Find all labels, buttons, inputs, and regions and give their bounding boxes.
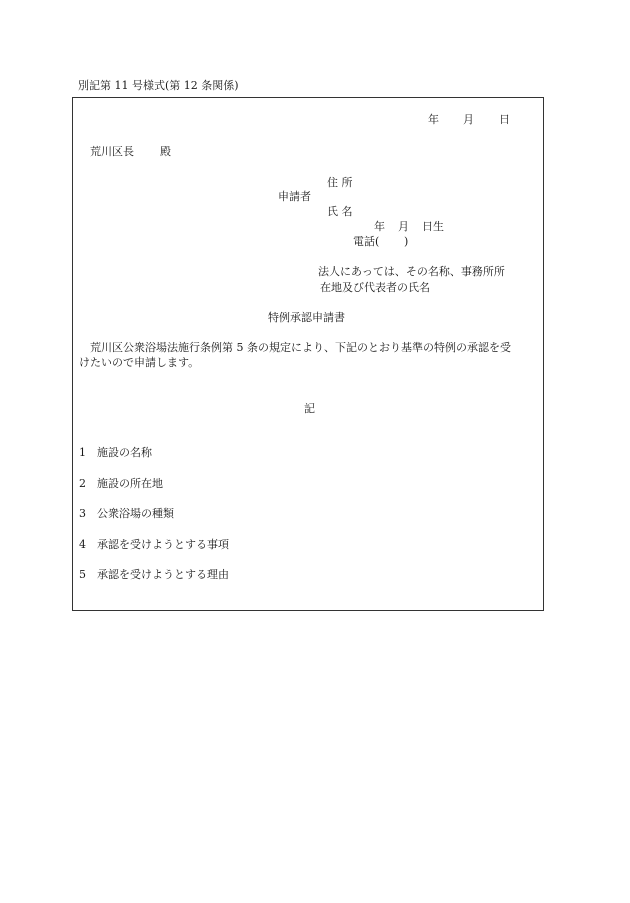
form-frame: [72, 97, 544, 611]
item-5-label: 承認を受けようとする理由: [97, 568, 229, 581]
birth-day: 日生: [422, 220, 444, 233]
item-2-number: 2: [79, 477, 86, 490]
date-month: 月: [463, 113, 474, 126]
address-label: 住 所: [327, 176, 353, 189]
document-title: 特例承認申請書: [268, 311, 345, 324]
applicant-heading: 申請者: [278, 190, 311, 203]
corporate-note-line1: 法人にあっては、その名称、事務所所: [318, 265, 505, 278]
date-year: 年: [428, 113, 439, 126]
ki-heading: 記: [304, 402, 315, 415]
body-text-line2: けたいので申請します。: [79, 356, 200, 369]
corporate-note-line2: 在地及び代表者の氏名: [320, 281, 430, 294]
item-5-number: 5: [79, 568, 86, 581]
addressee-honorific: 殿: [160, 145, 171, 158]
name-label: 氏 名: [327, 205, 353, 218]
date-day: 日: [499, 113, 510, 126]
birth-month: 月: [398, 220, 409, 233]
phone-label: 電話(: [353, 235, 380, 248]
item-3-number: 3: [79, 507, 86, 520]
item-3-label: 公衆浴場の種類: [97, 507, 174, 520]
item-2-label: 施設の所在地: [97, 477, 163, 490]
item-4-number: 4: [79, 538, 86, 551]
item-1-label: 施設の名称: [97, 446, 152, 459]
phone-close: ): [404, 235, 409, 248]
addressee-name: 荒川区長: [90, 145, 134, 158]
form-label: 別記第 11 号様式(第 12 条関係): [78, 79, 239, 92]
birth-year: 年: [374, 220, 385, 233]
body-text-line1: 荒川区公衆浴場法施行条例第 5 条の規定により、下記のとおり基準の特例の承認を受: [90, 341, 511, 354]
item-4-label: 承認を受けようとする事項: [97, 538, 229, 551]
item-1-number: 1: [79, 446, 86, 459]
